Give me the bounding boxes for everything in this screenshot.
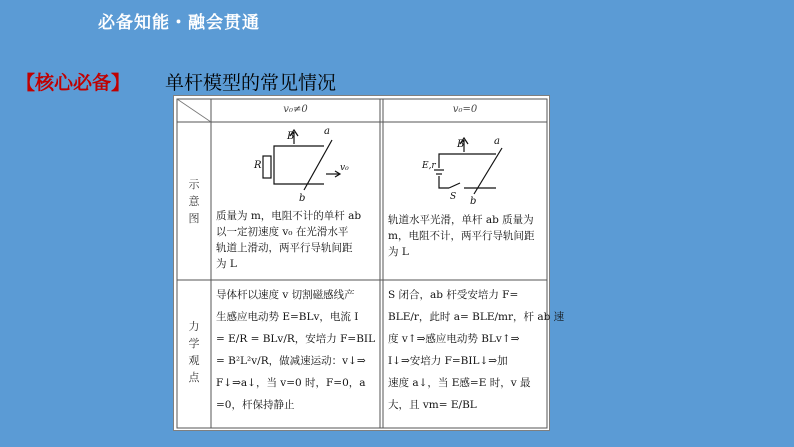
diag2-a: a: [494, 136, 500, 147]
diag2-b: b: [470, 196, 477, 207]
diag2-S: S: [450, 192, 457, 202]
row1-label: 示 意 图: [188, 178, 200, 225]
col2-header: v₀=0: [452, 103, 478, 115]
cell-left-bottom-text: 导体杆以速度 v 切割磁感线产 生感应电动势 E=BLv，电流 I = E/R = BLv/R，安培力 F=BIL = B²L²v/R，做减速运动：v↓⇒ F↓⇒a↓，当 v=0 时，F=0，a =0，杆保持静止: [216, 289, 376, 411]
cell-right-top-text: 轨道水平光滑，单杆 ab 质量为 m，电阻不计，两平行导轨间距 为 L: [388, 214, 535, 258]
diagram-left: [263, 130, 340, 190]
diag1-v: v₀: [340, 163, 349, 173]
diag1-b: b: [299, 193, 306, 204]
diag1-R: R: [254, 160, 262, 171]
col1-header: v₀≠0: [283, 103, 308, 115]
cell-left-top-text: 质量为 m，电阻不计的单杆 ab 以一定初速度 v₀ 在光滑水平 轨道上滑动，两平行导轨间距 为 L: [216, 210, 362, 270]
section-title: 必备知能・融会贯通: [98, 13, 260, 33]
core-title: 单杆模型的常见情况: [165, 72, 337, 94]
diag1-B: B: [287, 131, 295, 142]
diag2-E: E,r: [422, 161, 436, 171]
model-table: [173, 95, 565, 431]
cell-right-bottom-text: S 闭合，ab 杆受安培力 F= BLE/r，此时 a= BLE/mr，杆 ab 速 度 v↑⇒感应电动势 BLv↑⇒ I↓⇒安培力 F=BIL↓⇒加 速度 a↓，当 E感=E 时，v 最 大，且 vm= E/BL: [388, 289, 565, 411]
diag2-B: B: [457, 139, 465, 150]
core-tag: 【核心必备】: [16, 72, 131, 94]
diag1-a: a: [324, 126, 330, 137]
diagram-right: [434, 138, 502, 194]
row2-label: 力 学 观 点: [188, 320, 200, 384]
